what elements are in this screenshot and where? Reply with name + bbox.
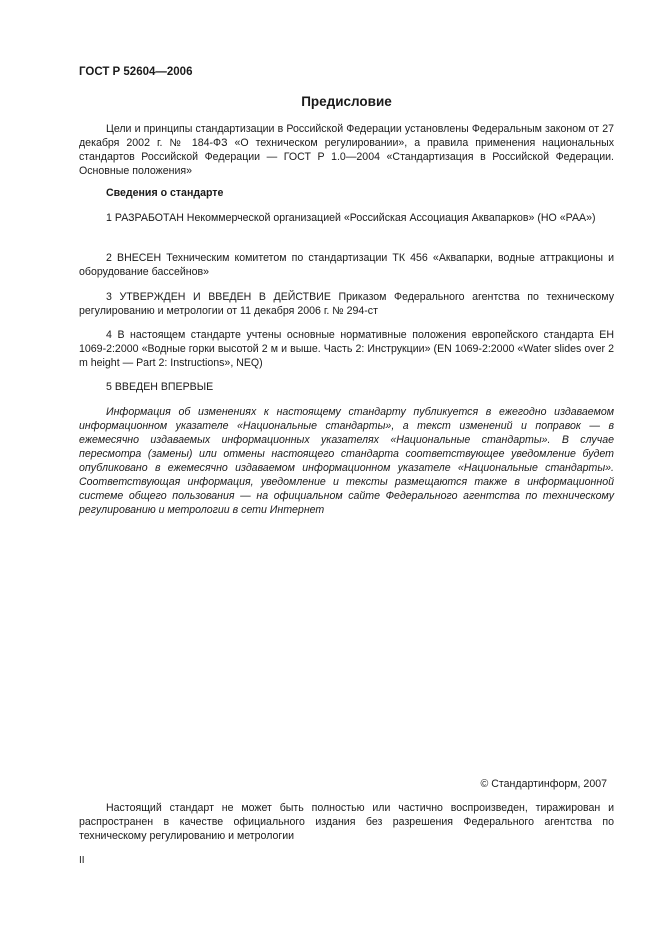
paragraph-introduced: 2 ВНЕСЕН Техническим комитетом по стандартизации ТК 456 «Аквапарки, водные аттракционы и оборудование бассейнов» — [79, 252, 614, 278]
page-title: Предисловие — [301, 94, 392, 109]
copyright-line: © Стандартинформ, 2007 — [480, 778, 607, 790]
paragraph-intro: Цели и принципы стандартизации в Российской Федерации установлены Федеральным законом от 27 декабря 2002 г. № 184-ФЗ «О техническом регулировании», а правила применения национальных стандартов Российской Федерации — ГОСТ Р 1.0—2004 «Стандартизация в Российской Федерации. Основные положения» — [79, 123, 614, 177]
page-number: II — [79, 855, 85, 866]
reproduction-notice: Настоящий стандарт не может быть полностью или частично воспроизведен, тиражирован и распространен в качестве официального издания без разрешения Федерального агентства по техническому регулированию и метрологии — [79, 802, 614, 842]
paragraph-standard-info-heading: Сведения о стандарте — [106, 187, 224, 199]
document-header: ГОСТ Р 52604—2006 — [79, 66, 193, 78]
paragraph-developed: 1 РАЗРАБОТАН Некоммерческой организацией «Российская Ассоциация Аквапарков» (НО «РАА») — [106, 212, 596, 224]
paragraph-first-introduced: 5 ВВЕДЕН ВПЕРВЫЕ — [106, 381, 214, 393]
paragraph-changes-info: Информация об изменениях к настоящему стандарту публикуется в ежегодно издаваемом информационном указателе «Национальные стандарты», а текст изменений и поправок — в ежемесячно издаваемых информационных указателях «Национальные стандарты». В случае пересмотра (замены) или отмены настоящего стандарта соответствующее уведомление будет опубликовано в ежемесячно издаваемом информационном указателе «Национальные стандарты». Соответствующая информация, уведомление и тексты размещаются также в информационной системе общего пользования — на официальном сайте Федерального агентства по техническому регулированию и метрологии в сети Интернет — [79, 406, 614, 516]
paragraph-european-standard: 4 В настоящем стандарте учтены основные нормативные положения европейского стандарта ЕН 1069-2:2000 «Водные горки высотой 2 м и выше. Часть 2: Инструкции» (EN 1069-2:2000 «Water slides over 2 m height — Part 2: Instructions», NEQ) — [79, 329, 614, 369]
paragraph-approved: 3 УТВЕРЖДЕН И ВВЕДЕН В ДЕЙСТВИЕ Приказом Федерального агентства по техническому регулированию и метрологии от 11 декабря 2006 г. № 294-ст — [79, 291, 614, 317]
